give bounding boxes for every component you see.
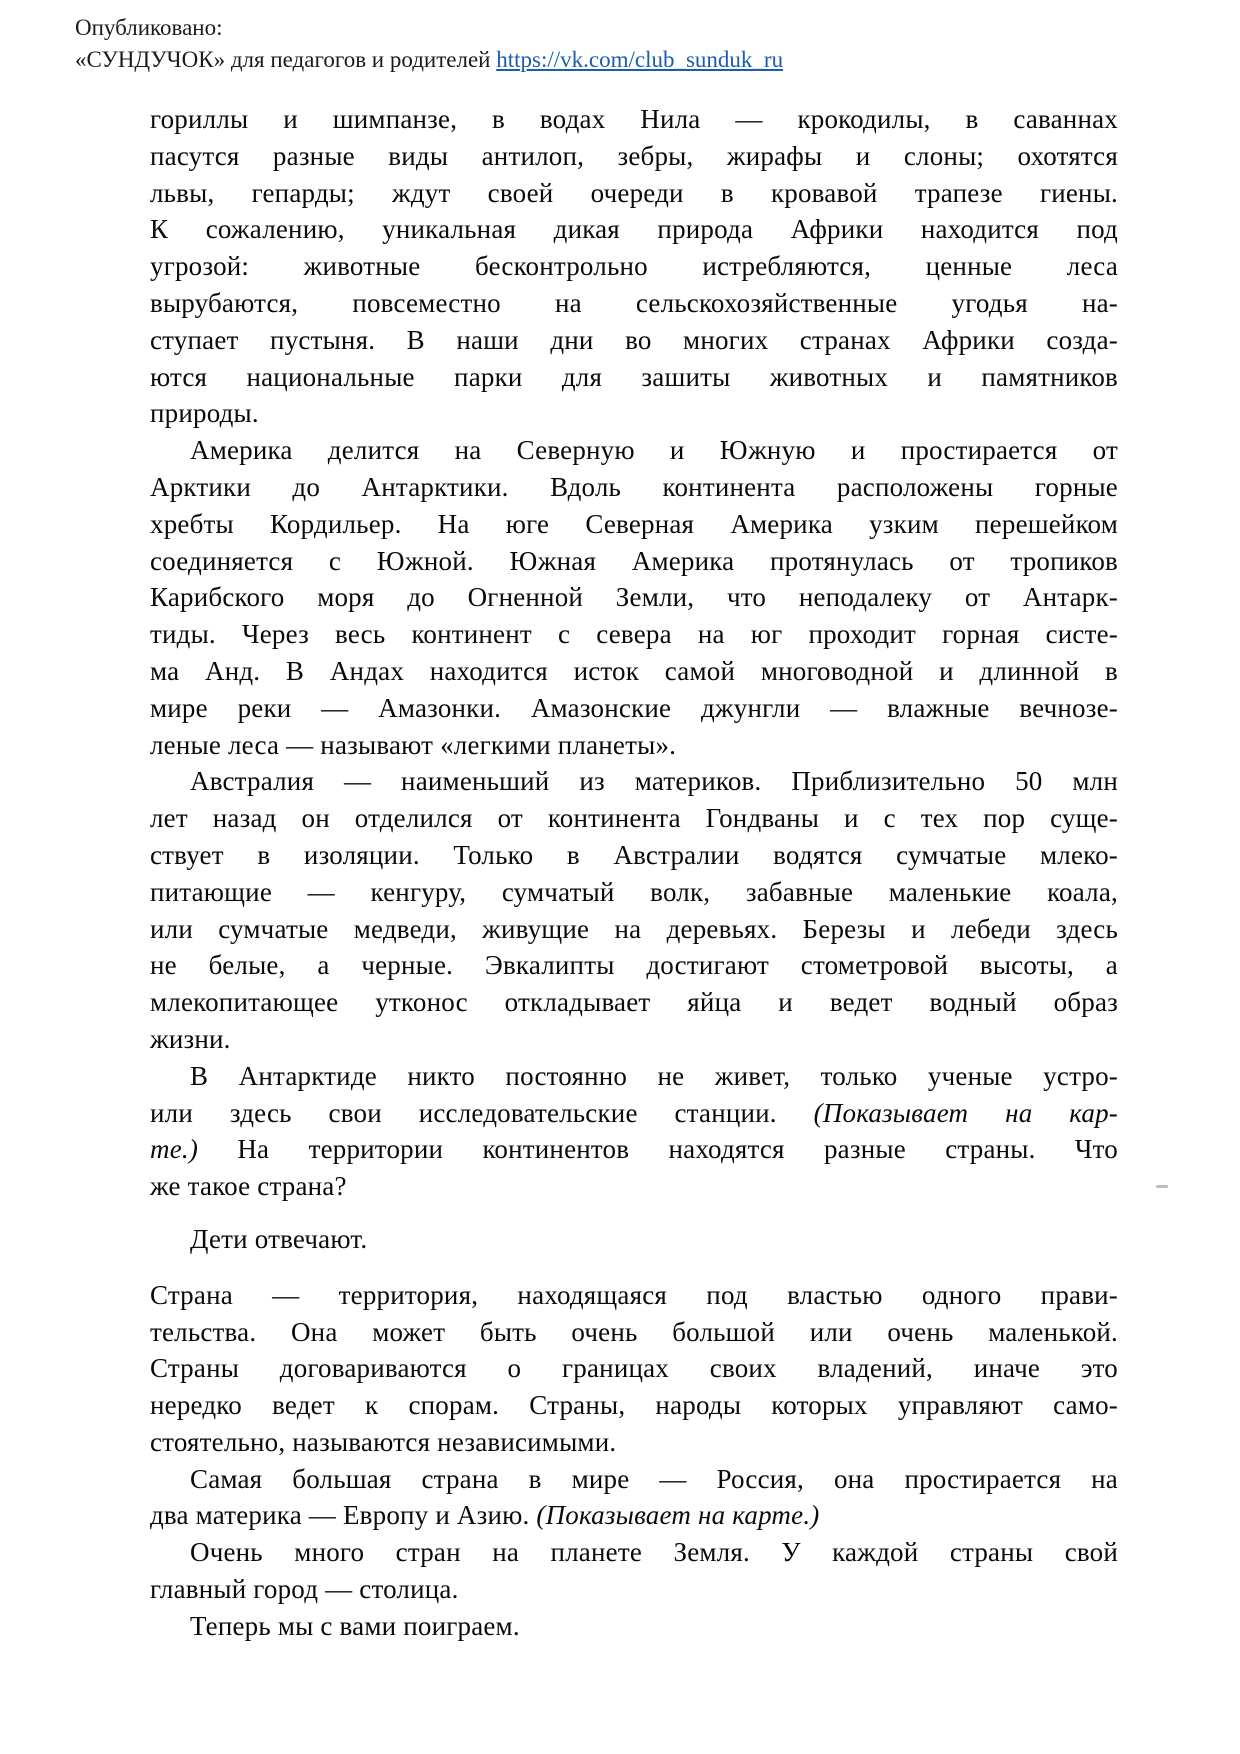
text-segment: природы. xyxy=(150,398,259,429)
text-line xyxy=(150,837,1118,874)
text-segment: Самая большая страна в мире — Россия, она простирается на xyxy=(190,1463,1118,1494)
paragraph xyxy=(150,1461,1118,1535)
text-segment: Страны договариваются о границах своих владений, иначе это xyxy=(150,1353,1118,1384)
text-line xyxy=(150,947,1118,984)
text-line xyxy=(150,506,1118,543)
italic-text-segment: (Показывает на кар- xyxy=(813,1097,1118,1128)
text-segment: Страна — территория, находящаяся под властью одного прави- xyxy=(150,1279,1118,1310)
text-segment: или сумчатые медведи, живущие на деревьях. Березы и лебеди здесь xyxy=(150,913,1118,944)
text-segment: же такое страна? xyxy=(150,1171,347,1202)
body-text xyxy=(150,101,1118,1645)
text-line xyxy=(150,1277,1118,1314)
source-line xyxy=(75,44,783,76)
text-line xyxy=(150,727,1118,764)
text-segment: угрозой: животные бесконтрольно истребляются, ценные леса xyxy=(150,251,1118,282)
source-label: «СУНДУЧОК» для педагогов и родителей xyxy=(75,47,497,72)
paragraph xyxy=(150,1058,1118,1205)
text-segment: главный город — столица. xyxy=(150,1574,459,1605)
paragraph xyxy=(150,1608,1118,1645)
text-line xyxy=(150,800,1118,837)
text-segment: Очень много стран на планете Земля. У каждой страны свой xyxy=(190,1537,1118,1568)
paragraph xyxy=(150,1277,1118,1461)
text-segment: ются национальные парки для зашиты животных и памятников xyxy=(150,361,1118,392)
paragraph xyxy=(150,432,1118,763)
text-line xyxy=(150,1571,1118,1608)
text-segment: ступает пустыня. В наши дни во многих странах Африки созда- xyxy=(150,324,1118,355)
text-segment: Карибского моря до Огненной Земли, что неподалеку от Антарк- xyxy=(150,582,1118,613)
text-line xyxy=(150,1021,1118,1058)
text-segment: тиды. Через весь континент с севера на юг проходит горная систе- xyxy=(150,619,1118,650)
text-line xyxy=(150,395,1118,432)
text-line xyxy=(150,1095,1118,1132)
text-segment: жизни. xyxy=(150,1023,231,1054)
text-segment: Америка делится на Северную и Южную и простирается от xyxy=(190,435,1118,466)
text-line xyxy=(150,211,1118,248)
text-segment: питающие — кенгуру, сумчатый волк, забавные маленькие коала, xyxy=(150,876,1118,907)
text-segment: млекопитающее утконос откладывает яйца и ведет водный образ xyxy=(150,987,1118,1018)
text-line xyxy=(150,322,1118,359)
text-line xyxy=(150,138,1118,175)
published-label: Опубликовано: xyxy=(75,15,223,40)
scan-artifact-mark xyxy=(1156,1185,1168,1188)
text-segment: На территории континентов находятся разные страны. Что xyxy=(198,1134,1118,1165)
stage-direction-paragraph xyxy=(150,1221,1118,1258)
paragraph xyxy=(150,101,1118,432)
text-line xyxy=(150,579,1118,616)
text-segment: Австралия — наименьший из материков. Приблизительно 50 млн xyxy=(190,766,1118,797)
text-line xyxy=(150,690,1118,727)
paragraph xyxy=(150,1534,1118,1608)
text-line xyxy=(150,763,1118,800)
text-segment: или здесь свои исследовательские станции. xyxy=(150,1097,814,1128)
text-line xyxy=(150,1168,1118,1205)
text-segment: стоятельно, называются независимыми. xyxy=(150,1426,617,1457)
text-line xyxy=(150,469,1118,506)
text-line xyxy=(150,1424,1118,1461)
text-line xyxy=(150,874,1118,911)
text-segment: два материка — Европу и Азию. xyxy=(150,1500,537,1531)
text-segment: гориллы и шимпанзе, в водах Нила — крокодилы, в саваннах xyxy=(150,104,1118,134)
text-segment: Дети отвечают. xyxy=(190,1223,368,1254)
text-line xyxy=(150,1497,1118,1534)
text-line xyxy=(150,653,1118,690)
text-segment: леные леса — называют «легкими планеты». xyxy=(150,729,677,760)
text-segment: нередко ведет к спорам. Страны, народы которых управляют само- xyxy=(150,1390,1118,1421)
text-line xyxy=(150,911,1118,948)
text-line xyxy=(150,175,1118,212)
text-segment: ствует в изоляции. Только в Австралии водятся сумчатые млеко- xyxy=(150,839,1118,870)
text-line xyxy=(150,1461,1118,1498)
text-segment: мире реки — Амазонки. Амазонские джунгли — влажные вечнозе- xyxy=(150,692,1118,723)
text-line xyxy=(150,1387,1118,1424)
text-segment: ма Анд. В Андах находится исток самой многоводной и длинной в xyxy=(150,655,1118,686)
text-segment: пасутся разные виды антилоп, зебры, жирафы и слоны; охотятся xyxy=(150,140,1118,171)
text-line xyxy=(150,1058,1118,1095)
text-line xyxy=(150,101,1118,138)
text-line xyxy=(150,285,1118,322)
text-segment: хребты Кордильер. На юге Северная Америка узким перешейком xyxy=(150,508,1118,539)
text-line xyxy=(150,1608,1118,1645)
text-segment: вырубаются, повсеместно на сельскохозяйственные угодья на- xyxy=(150,287,1118,318)
italic-text-segment: те.) xyxy=(150,1134,199,1165)
text-segment: соединяется с Южной. Южная Америка протянулась от тропиков xyxy=(150,545,1118,576)
text-line xyxy=(150,1131,1118,1168)
text-segment: тельства. Она может быть очень большой или очень маленькой. xyxy=(150,1316,1118,1347)
text-line xyxy=(150,359,1118,396)
text-line xyxy=(150,984,1118,1021)
text-line xyxy=(150,543,1118,580)
text-line xyxy=(150,1314,1118,1351)
text-line xyxy=(150,1350,1118,1387)
text-line xyxy=(150,1534,1118,1571)
text-segment: лет назад он отделился от континента Гондваны и с тех пор суще- xyxy=(150,803,1118,834)
paragraph xyxy=(150,763,1118,1057)
text-segment: Арктики до Антарктики. Вдоль континента расположены горные xyxy=(150,471,1118,502)
text-line xyxy=(150,616,1118,653)
text-line xyxy=(150,248,1118,285)
text-segment: львы, гепарды; ждут своей очереди в кровавой трапезе гиены. xyxy=(150,177,1118,208)
page-header xyxy=(75,12,783,76)
text-line xyxy=(150,1221,1118,1258)
source-link[interactable]: https://vk.com/club_sunduk_ru xyxy=(496,47,784,72)
text-line xyxy=(150,432,1118,469)
text-segment: Теперь мы с вами поиграем. xyxy=(190,1610,520,1641)
text-segment: не белые, а черные. Эвкалипты достигают стометровой высоты, а xyxy=(150,950,1118,981)
text-segment: К сожалению, уникальная дикая природа Африки находится под xyxy=(150,214,1118,245)
italic-text-segment: (Показывает на карте.) xyxy=(536,1500,820,1531)
text-segment: В Антарктиде никто постоянно не живет, только ученые устро- xyxy=(190,1060,1118,1091)
